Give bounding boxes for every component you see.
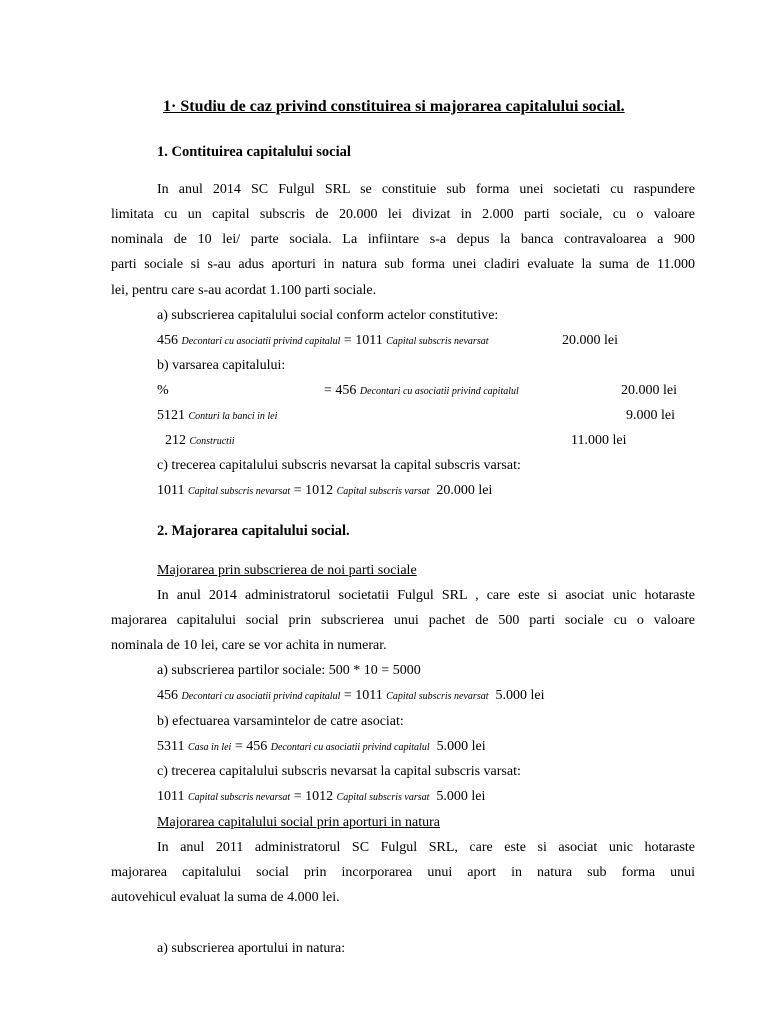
credit-account-name: Decontari cu asociatii privind capitalul <box>359 386 519 397</box>
s1-b-credit <box>324 383 519 399</box>
equals-credit-code: = 456 <box>234 739 268 754</box>
debit-account-name: Decontari cu asociatii privind capitalul <box>181 691 341 702</box>
s2-b-label: b) efectuarea varsamintelor de catre asociat: <box>157 714 404 729</box>
credit-account-name: Capital subscris nevarsat <box>386 336 489 347</box>
s1-b-row-2-amount: 11.000 lei <box>571 433 627 448</box>
debit-account-name: Capital subscris nevarsat <box>187 792 291 803</box>
s2-b-entry <box>157 739 486 755</box>
debit-code: 456 <box>157 688 178 703</box>
document-title: 1· Studiu de caz privind constituirea si majorarea capitalului social. <box>163 98 625 115</box>
debit-account-name: Capital subscris nevarsat <box>187 486 291 497</box>
s1-b-debit-code: % <box>157 383 169 398</box>
s1-c-label: c) trecerea capitalului subscris nevarsat la capital subscris varsat: <box>157 458 521 473</box>
s1-para-line-5: lei, pentru care s-au acordat 1.100 parti sociale. <box>111 283 377 298</box>
s1-para-line-4: parti sociale si s-au adus aporturi in natura sub forma unei cladiri evaluate la suma de 11.000 <box>111 257 695 272</box>
s2-para2-line-2: majorarea capitalului social prin incorporarea unui aport in natura sub forma unui <box>111 865 695 880</box>
section-1-heading: 1. Contituirea capitalului social <box>157 144 351 160</box>
s2-a-label: a) subscrierea partilor sociale: 500 * 10 = 5000 <box>157 663 421 678</box>
s1-b-row-2 <box>165 433 235 449</box>
equals-credit-code: = 456 <box>324 383 357 398</box>
s1-b-row-1-amount: 9.000 lei <box>626 408 675 423</box>
equals-credit-code: = 1012 <box>293 789 334 804</box>
account-name: Constructii <box>189 436 235 447</box>
s1-para-line-3: nominala de 10 lei/ parte sociala. La infiintare s-a depus la banca contravaloarea a 900 <box>111 232 695 247</box>
debit-code: 456 <box>157 333 178 348</box>
credit-account-name: Capital subscris varsat <box>336 486 430 497</box>
s2-subheading-1: Majorarea prin subscrierea de noi parti sociale <box>157 563 417 578</box>
amount: 5.000 lei <box>436 739 486 754</box>
s1-b-amount: 20.000 lei <box>621 383 677 398</box>
s2-para1-line-1: In anul 2014 administratorul societatii Fulgul SRL , care este si asociat unic hotaraste <box>157 588 695 603</box>
section-2-heading: 2. Majorarea capitalului social. <box>157 523 350 539</box>
debit-code: 1011 <box>157 483 185 498</box>
s2-a-entry <box>157 688 545 704</box>
debit-account-name: Decontari cu asociatii privind capitalul <box>181 336 341 347</box>
s1-b-row-1 <box>157 408 277 424</box>
s2-a2-label: a) subscrierea aportului in natura: <box>157 941 346 956</box>
equals-credit-code: = 1011 <box>343 688 383 703</box>
credit-account-name: Capital subscris varsat <box>336 792 430 803</box>
s1-a-entry <box>157 333 489 349</box>
s1-b-label: b) varsarea capitalului: <box>157 358 286 373</box>
s2-subheading-2: Majorarea capitalului social prin aporturi in natura <box>157 815 441 830</box>
credit-account-name: Capital subscris nevarsat <box>386 691 489 702</box>
account-code: 5121 <box>157 408 185 423</box>
s1-c-entry <box>157 483 492 499</box>
amount: 20.000 lei <box>436 483 493 498</box>
account-name: Conturi la banci in lei <box>188 411 278 422</box>
equals-credit-code: = 1012 <box>293 483 334 498</box>
amount: 5.000 lei <box>495 688 545 703</box>
s1-para-line-1: In anul 2014 SC Fulgul SRL se constituie sub forma unei societati cu raspundere <box>157 182 695 197</box>
s2-para1-line-3: nominala de 10 lei, care se vor achita in numerar. <box>111 638 387 653</box>
account-code: 212 <box>165 433 186 448</box>
s2-para1-line-2: majorarea capitalului social prin subscrierea unui pachet de 500 parti sociale cu o valoare <box>111 613 695 628</box>
amount: 5.000 lei <box>436 789 486 804</box>
equals-credit-code: = 1011 <box>343 333 383 348</box>
s1-para-line-2: limitata cu un capital subscris de 20.000 lei divizat in 2.000 parti sociale, cu o valoare <box>111 207 695 222</box>
debit-account-name: Casa in lei <box>187 742 232 753</box>
s2-c-label: c) trecerea capitalului subscris nevarsat la capital subscris varsat: <box>157 764 521 779</box>
s2-para2-line-3: autovehicul evaluat la suma de 4.000 lei. <box>111 890 340 905</box>
debit-code: 5311 <box>157 739 185 754</box>
s1-a-amount: 20.000 lei <box>562 333 618 348</box>
debit-code: 1011 <box>157 789 185 804</box>
s1-a-label: a) subscrierea capitalului social conform actelor constitutive: <box>157 308 499 323</box>
s2-para2-line-1: In anul 2011 administratorul SC Fulgul SRL, care este si asociat unic hotaraste <box>157 840 695 855</box>
credit-account-name: Decontari cu asociatii privind capitalul <box>270 742 430 753</box>
s2-c-entry <box>157 789 485 805</box>
